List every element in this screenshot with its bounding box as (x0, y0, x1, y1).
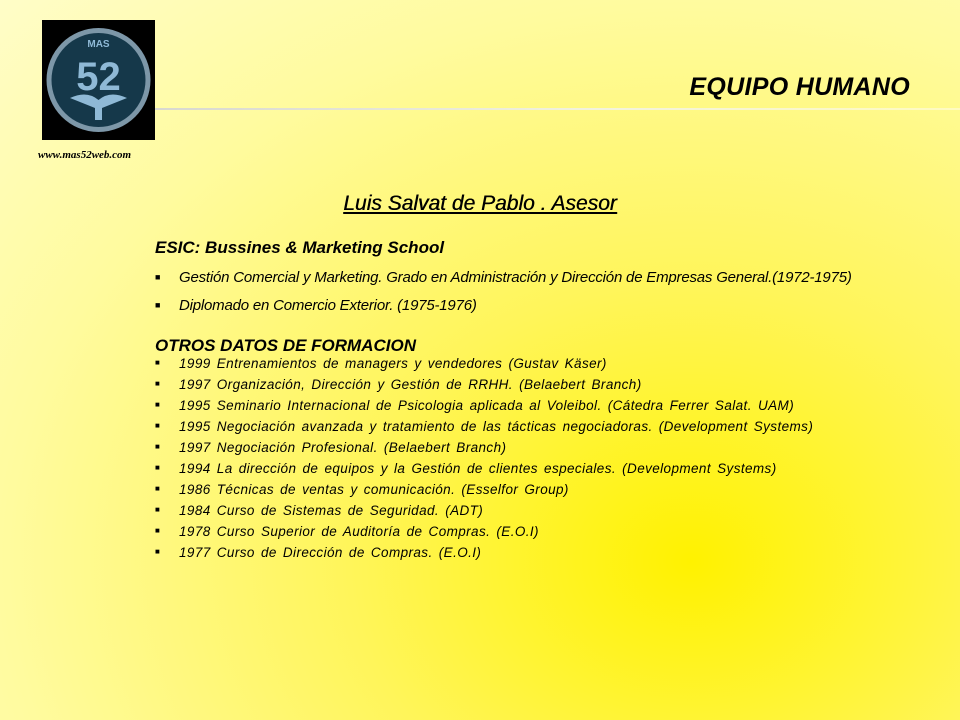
bullet-icon: ■ (155, 526, 161, 535)
education-list (155, 267, 885, 316)
list-item: ■ 1994 La dirección de equipos y la Gestión de clientes especiales. (Development Systems) (155, 461, 777, 476)
bullet-icon: ■ (155, 300, 161, 310)
bullet-icon: ■ (155, 547, 161, 556)
bullet-icon: ■ (155, 379, 161, 388)
education-heading: ESIC: Bussines & Marketing School (155, 238, 445, 257)
list-item: ■ 1997 Negociación Profesional. (Belaebert Branch) (155, 440, 507, 455)
list-item: ■ 1997 Organización, Dirección y Gestión de RRHH. (Belaebert Branch) (155, 377, 642, 392)
list-item: ■ 1995 Negociación avanzada y tratamiento de las tácticas negociadoras. (Development Systems) (155, 419, 814, 434)
list-item: ■ 1995 Seminario Internacional de Psicologia aplicada al Voleibol. (Cátedra Ferrer Salat. UAM) (155, 398, 795, 413)
bullet-icon: ■ (155, 505, 161, 514)
list-item: ■ 1978 Curso Superior de Auditoría de Compras. (E.O.I) (155, 524, 539, 539)
other-training-heading: OTROS DATOS DE FORMACION (155, 336, 416, 355)
list-item: ■ 1986 Técnicas de ventas y comunicación. (Esselfor Group) (155, 482, 569, 497)
bullet-icon: ■ (155, 421, 161, 430)
cv-content (155, 238, 885, 567)
list-item: ■ Gestión Comercial y Marketing. Grado en Administración y Dirección de Empresas General.(1972-1975) (155, 269, 852, 286)
person-name-text: Luis Salvat de Pablo . Asesor (343, 192, 617, 215)
list-item: ■ 1999 Entrenamientos de managers y vendedores (Gustav Käser) (155, 356, 607, 371)
logo-top-text: MAS (87, 39, 110, 50)
logo-number: 52 (76, 55, 121, 99)
list-item: ■ 1984 Curso de Sistemas de Seguridad. (ADT) (155, 503, 484, 518)
logo (42, 20, 155, 140)
bullet-icon: ■ (155, 400, 161, 409)
website-url: www.mas52web.com (38, 149, 132, 161)
bullet-icon: ■ (155, 442, 161, 451)
list-item: ■ Diplomado en Comercio Exterior. (1975-1976) (155, 297, 477, 314)
header-divider (155, 108, 960, 110)
other-training-list (155, 357, 885, 561)
page-title: EQUIPO HUMANO (689, 73, 910, 101)
list-item: ■ 1977 Curso de Dirección de Compras. (E.O.I) (155, 545, 482, 560)
person-name (0, 192, 960, 216)
bullet-icon: ■ (155, 484, 161, 493)
bullet-icon: ■ (155, 463, 161, 472)
bullet-icon: ■ (155, 358, 161, 367)
bullet-icon: ■ (155, 272, 161, 282)
logo-emblem-icon (42, 20, 155, 140)
